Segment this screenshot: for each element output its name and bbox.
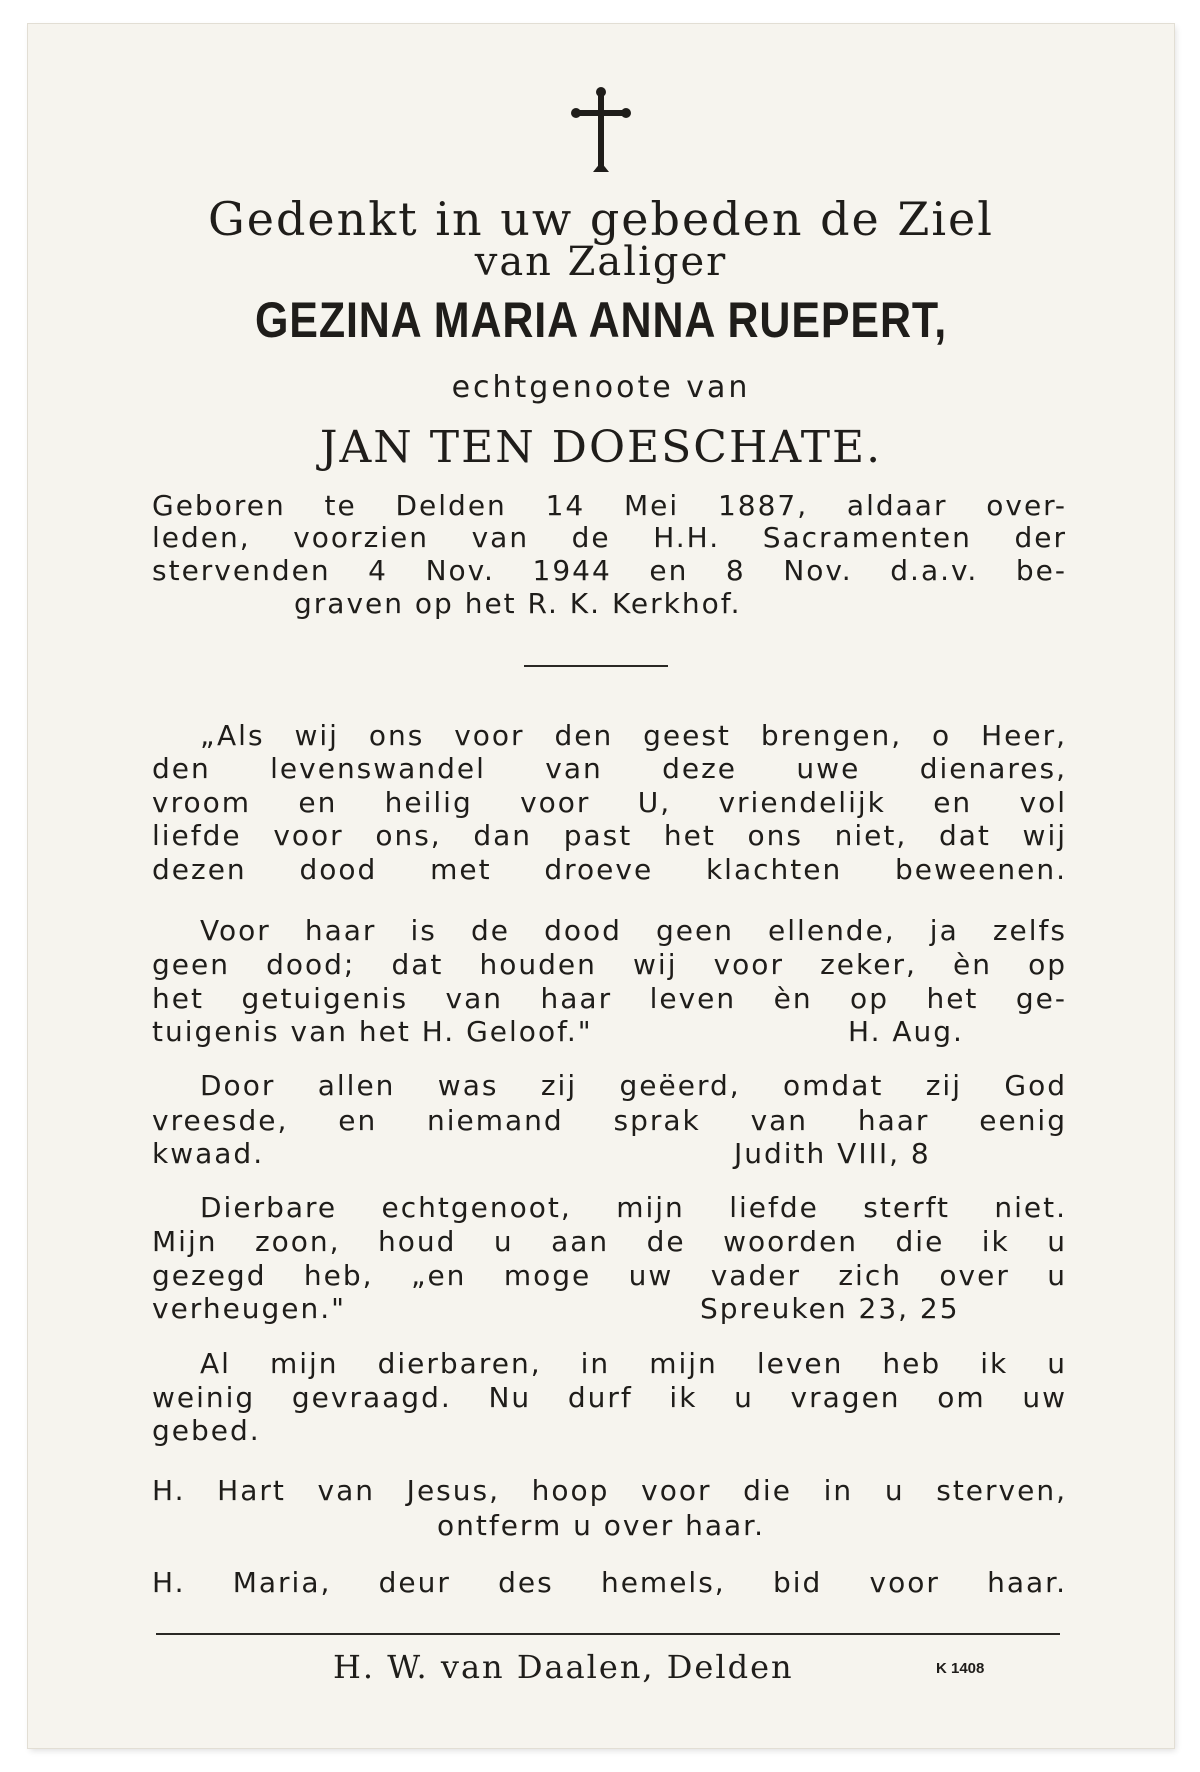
prayer-line: H. Maria, deur des hemels, bid voor haar.: [152, 1566, 1067, 1599]
quote-line: weinig gevraagd. Nu durf ik u vragen om uw: [152, 1381, 1067, 1414]
quote-line: Door allen was zij geëerd, omdat zij God: [200, 1069, 1067, 1102]
birth-line: Geboren te Delden 14 Mei 1887, aldaar over-: [152, 489, 1067, 522]
prayer-line: H. Hart van Jesus, hoop voor die in u sterven,: [152, 1474, 1067, 1507]
quote-line: het getuigenis van haar leven èn op het ge-: [152, 982, 1067, 1015]
quote-line: gebed.: [152, 1414, 261, 1447]
cross-icon: [571, 86, 631, 182]
print-code: K 1408: [936, 1660, 985, 1677]
birth-line: leden, voorzien van de H.H. Sacramenten der: [152, 521, 1067, 554]
quote-attribution: Judith VIII, 8: [734, 1137, 931, 1170]
short-divider: [524, 665, 668, 667]
deceased-name: GEZINA MARIA ANNA RUEPERT,: [254, 292, 948, 348]
footer-divider: [156, 1633, 1060, 1635]
intro-line: Gedenkt in uw gebeden de Ziel: [208, 192, 994, 246]
quote-line: geen dood; dat houden wij voor zeker, èn op: [152, 948, 1067, 981]
birth-line: graven op het R. K. Kerkhof.: [294, 587, 742, 620]
quote-line: vroom en heilig voor U, vriendelijk en vol: [152, 786, 1067, 819]
quote-attribution: Spreuken 23, 25: [700, 1292, 960, 1325]
relation-text: echtgenoote van: [451, 370, 751, 405]
quote-line: kwaad.: [152, 1137, 265, 1170]
quote-line: gezegd heb, „en moge uw vader zich over u: [152, 1259, 1067, 1292]
quote-line: vreesde, en niemand sprak van haar eenig: [152, 1104, 1067, 1137]
quote-line: den levenswandel van deze uwe dienares,: [152, 752, 1067, 785]
birth-line: stervenden 4 Nov. 1944 en 8 Nov. d.a.v. be-: [152, 554, 1067, 587]
quote-line: dezen dood met droeve klachten beweenen.: [152, 853, 1067, 886]
quote-attribution: H. Aug.: [848, 1015, 964, 1048]
spouse-name: JAN TEN DOESCHATE.: [319, 422, 883, 473]
quote-line: liefde voor ons, dan past het ons niet, dat wij: [152, 819, 1067, 852]
memorial-card: [28, 24, 1174, 1748]
quote-line: „Als wij ons voor den geest brengen, o Heer,: [200, 719, 1067, 752]
quote-line: Voor haar is de dood geen ellende, ja zelfs: [200, 914, 1067, 947]
quote-line: verheugen.": [152, 1292, 347, 1325]
quote-line: Dierbare echtgenoot, mijn liefde sterft niet.: [200, 1191, 1067, 1224]
printer-credit: H. W. van Daalen, Delden: [333, 1648, 794, 1686]
quote-line: tuigenis van het H. Geloof.": [152, 1015, 593, 1048]
quote-line: Mijn zoon, houd u aan de woorden die ik u: [152, 1225, 1067, 1258]
intro-line-2: van Zaliger: [474, 239, 728, 285]
prayer-line: ontferm u over haar.: [436, 1509, 766, 1542]
quote-line: Al mijn dierbaren, in mijn leven heb ik u: [200, 1347, 1067, 1380]
